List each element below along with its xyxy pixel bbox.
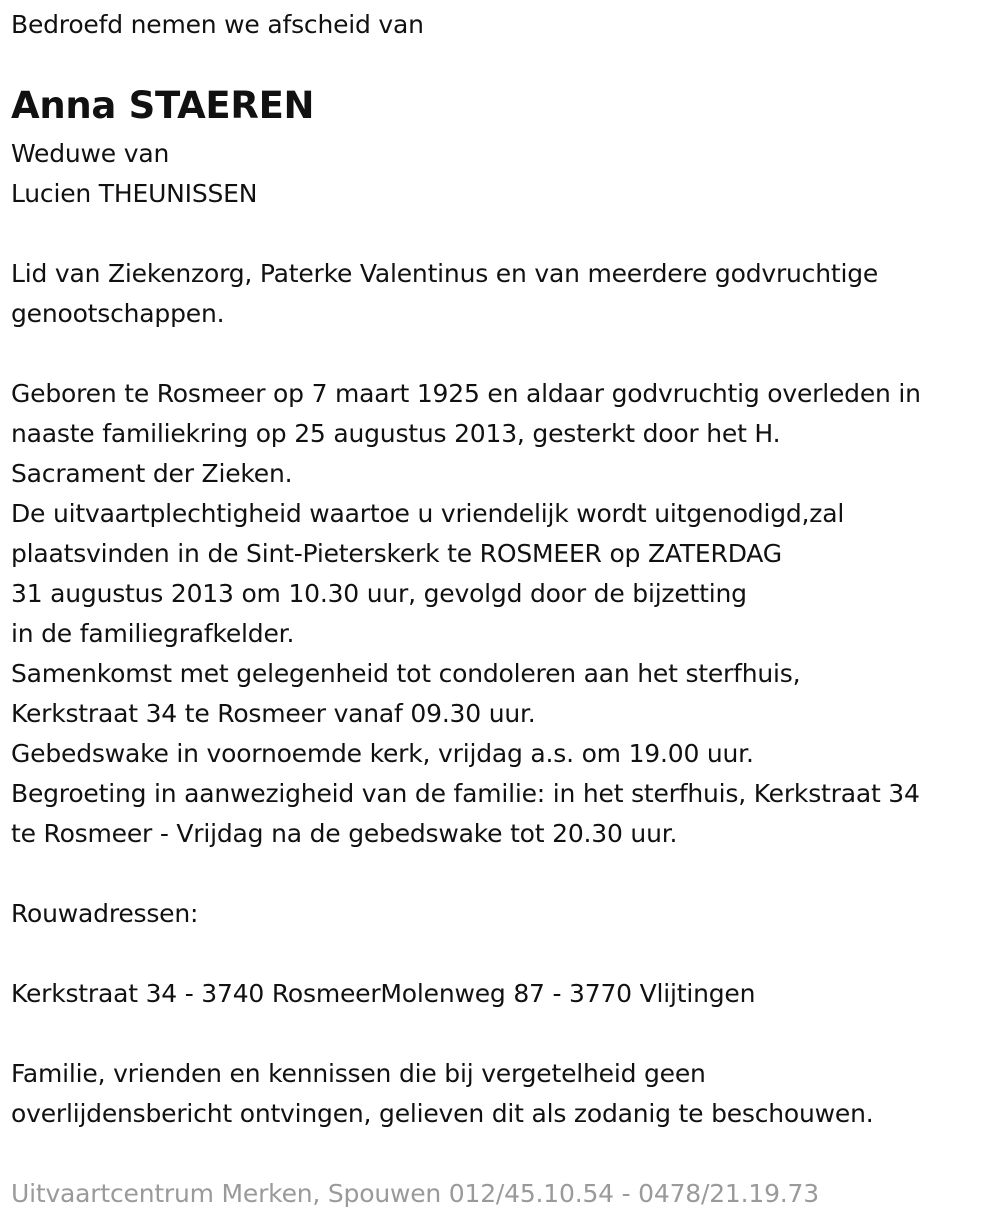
addresses-label: Rouwadressen:	[11, 899, 199, 928]
spouse-block	[11, 134, 257, 214]
paragraph-line: Kerkstraat 34 te Rosmeer vanaf 09.30 uur.	[11, 699, 536, 728]
paragraph-line: plaatsvinden in de Sint-Pieterskerk te ROSMEER op ZATERDAG	[11, 539, 782, 568]
intro-text: Bedroefd nemen we afscheid van	[11, 10, 424, 39]
paragraph-line: Geboren te Rosmeer op 7 maart 1925 en aldaar godvruchtig overleden in	[11, 379, 921, 408]
details-paragraph	[11, 374, 921, 854]
addresses-text: Kerkstraat 34 - 3740 RosmeerMolenweg 87 - 3770 Vlijtingen	[11, 979, 756, 1008]
paragraph-line: te Rosmeer - Vrijdag na de gebedswake tot 20.30 uur.	[11, 819, 678, 848]
paragraph-line: Sacrament der Zieken.	[11, 459, 293, 488]
paragraph-line: Familie, vrienden en kennissen die bij vergetelheid geen	[11, 1059, 706, 1088]
paragraph-line: Lid van Ziekenzorg, Paterke Valentinus en van meerdere godvruchtige	[11, 259, 879, 288]
paragraph-line: Begroeting in aanwezigheid van de familie: in het sterfhuis, Kerkstraat 34	[11, 779, 920, 808]
deceased-name: Anna STAEREN	[11, 84, 315, 127]
paragraph-line: in de familiegrafkelder.	[11, 619, 295, 648]
closing-paragraph	[11, 1054, 874, 1134]
paragraph-line: Gebedswake in voornoemde kerk, vrijdag a.s. om 19.00 uur.	[11, 739, 754, 768]
paragraph-line: De uitvaartplechtigheid waartoe u vriendelijk wordt uitgenodigd,zal	[11, 499, 845, 528]
paragraph-line: 31 augustus 2013 om 10.30 uur, gevolgd door de bijzetting	[11, 579, 747, 608]
paragraph-line: naaste familiekring op 25 augustus 2013, gesterkt door het H.	[11, 419, 781, 448]
paragraph-line: Samenkomst met gelegenheid tot condoleren aan het sterfhuis,	[11, 659, 801, 688]
paragraph-line: overlijdensbericht ontvingen, gelieven dit als zodanig te beschouwen.	[11, 1099, 874, 1128]
spouse-line: Lucien THEUNISSEN	[11, 179, 258, 208]
membership-paragraph	[11, 254, 878, 334]
funeral-home-footer: Uitvaartcentrum Merken, Spouwen 012/45.10.54 - 0478/21.19.73	[11, 1179, 819, 1208]
paragraph-line: genootschappen.	[11, 299, 225, 328]
spouse-line: Weduwe van	[11, 139, 170, 168]
